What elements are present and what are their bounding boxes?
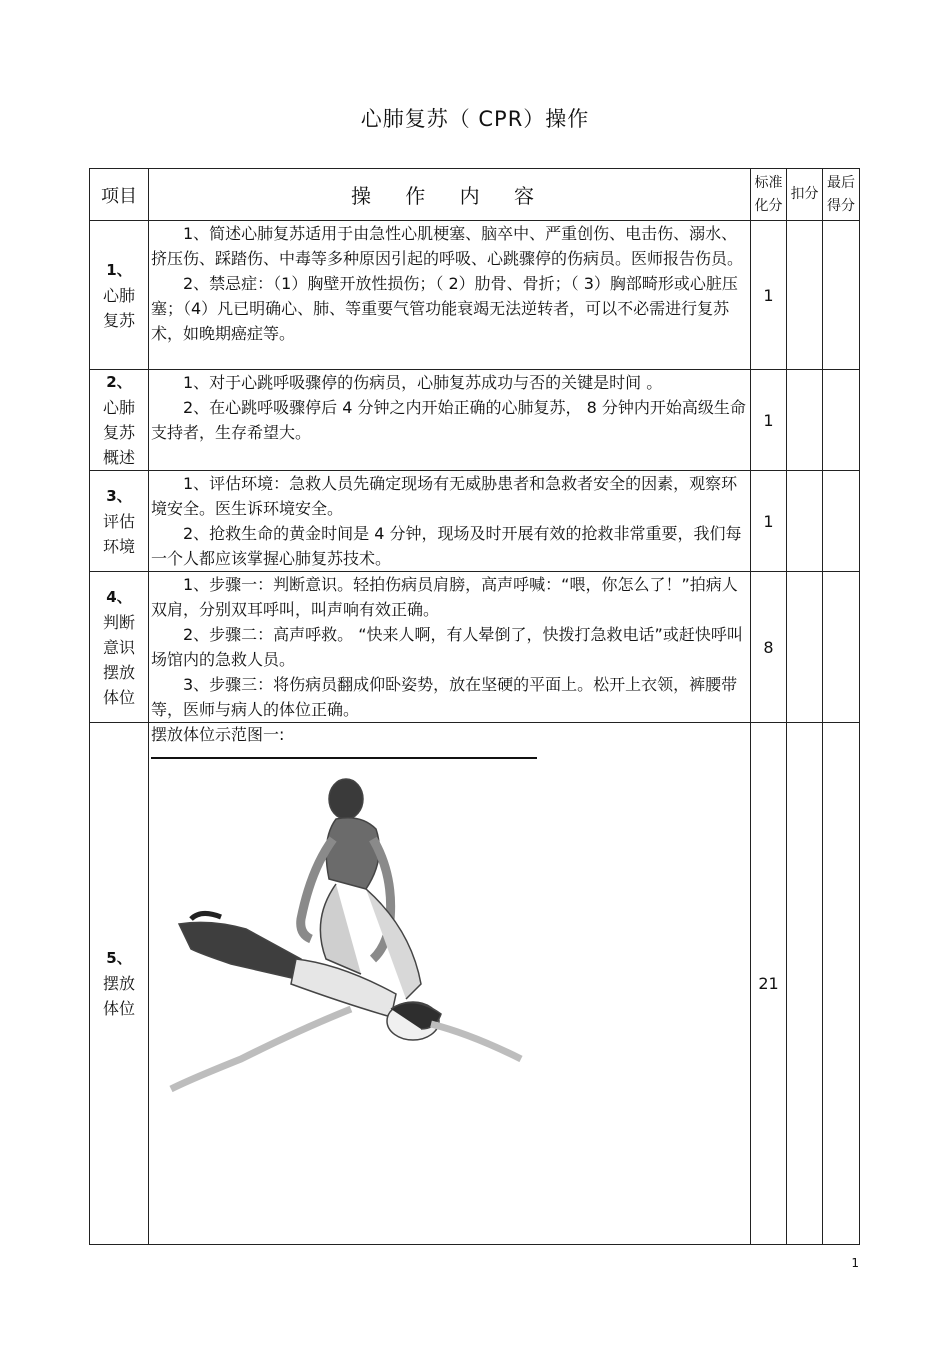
row-deduct-cell: [787, 723, 823, 1245]
table-row: [90, 723, 860, 1245]
header-standard-score: 标准 化分: [751, 169, 787, 221]
row-content: 1、简述心肺复苏适用于由急性心肌梗塞、脑卒中、严重创伤、电击伤、溺水、挤压伤、踩踏伤、中毒等多种原因引起的呼吸、心跳骤停的伤病员。医师报告伤员。 2、禁忌症：（1）胸壁开放性损伤；（ 2）肋骨、骨折；（ 3）胸部畸形或心脏压塞；（4）凡已明确心、肺、等重要气管功能衰竭无法逆转者，可以不必需进行复苏术，如晚期癌症等。: [149, 221, 751, 370]
table-row: [90, 370, 860, 471]
row-standard-score: 21: [751, 723, 787, 1245]
row-item-label: 4、 判断 意识 摆放 体位: [90, 572, 149, 723]
recovery-position-illustration: [151, 759, 537, 1109]
header-content: 操 作 内 容: [149, 169, 751, 221]
figure-caption: 摆放体位示范图一:: [151, 725, 285, 744]
table-row: [90, 572, 860, 723]
header-item: 项目: [90, 169, 149, 221]
row-standard-score: 1: [751, 471, 787, 572]
header-final-score: 最后 得分: [823, 169, 860, 221]
row-deduct-cell: [787, 572, 823, 723]
row-standard-score: 8: [751, 572, 787, 723]
row-final-cell: [823, 370, 860, 471]
page-title: 心肺复苏（ CPR）操作: [360, 107, 590, 131]
row-final-cell: [823, 471, 860, 572]
cpr-procedure-table: [89, 168, 860, 1245]
row-content: 1、对于心跳呼吸骤停的伤病员，心肺复苏成功与否的关键是时间 。 2、在心跳呼吸骤停后 4 分钟之内开始正确的心肺复苏， 8 分钟内开始高级生命支持者，生存希望大。: [149, 370, 751, 471]
row-standard-score: 1: [751, 370, 787, 471]
row-final-cell: [823, 723, 860, 1245]
table-header-row: [90, 169, 860, 221]
row-item-label: 2、 心肺 复苏 概述: [90, 370, 149, 471]
row-content: [149, 723, 751, 1245]
recovery-position-figure: [151, 759, 537, 1109]
row-content: 1、评估环境：急救人员先确定现场有无威胁患者和急救者安全的因素，观察环境安全。医生诉环境安全。 2、抢救生命的黄金时间是 4 分钟，现场及时开展有效的抢救非常重要，我们每一个人都应该掌握心肺复苏技术。: [149, 471, 751, 572]
row-standard-score: 1: [751, 221, 787, 370]
row-content: 1、步骤一：判断意识。轻拍伤病员肩膀，高声呼喊：“喂，你怎么了！”拍病人双肩，分别双耳呼叫，叫声响有效正确。 2、步骤二：高声呼救。 “快来人啊，有人晕倒了，快拨打急救电话”或赶快呼叫场馆内的急救人员。 3、步骤三：将伤病员翻成仰卧姿势，放在坚硬的平面上。松开上衣领，裤腰带等，医师与病人的体位正确。: [149, 572, 751, 723]
row-deduct-cell: [787, 471, 823, 572]
row-item-label: 3、 评估 环境: [90, 471, 149, 572]
table-row: [90, 221, 860, 370]
row-final-cell: [823, 572, 860, 723]
row-final-cell: [823, 221, 860, 370]
row-deduct-cell: [787, 221, 823, 370]
row-deduct-cell: [787, 370, 823, 471]
table-row: [90, 471, 860, 572]
page-number: 1: [851, 1256, 859, 1270]
row-item-label: 5、 摆放 体位: [90, 723, 149, 1245]
row-item-label: 1、 心肺 复苏: [90, 221, 149, 370]
header-deduct: 扣分: [787, 169, 823, 221]
